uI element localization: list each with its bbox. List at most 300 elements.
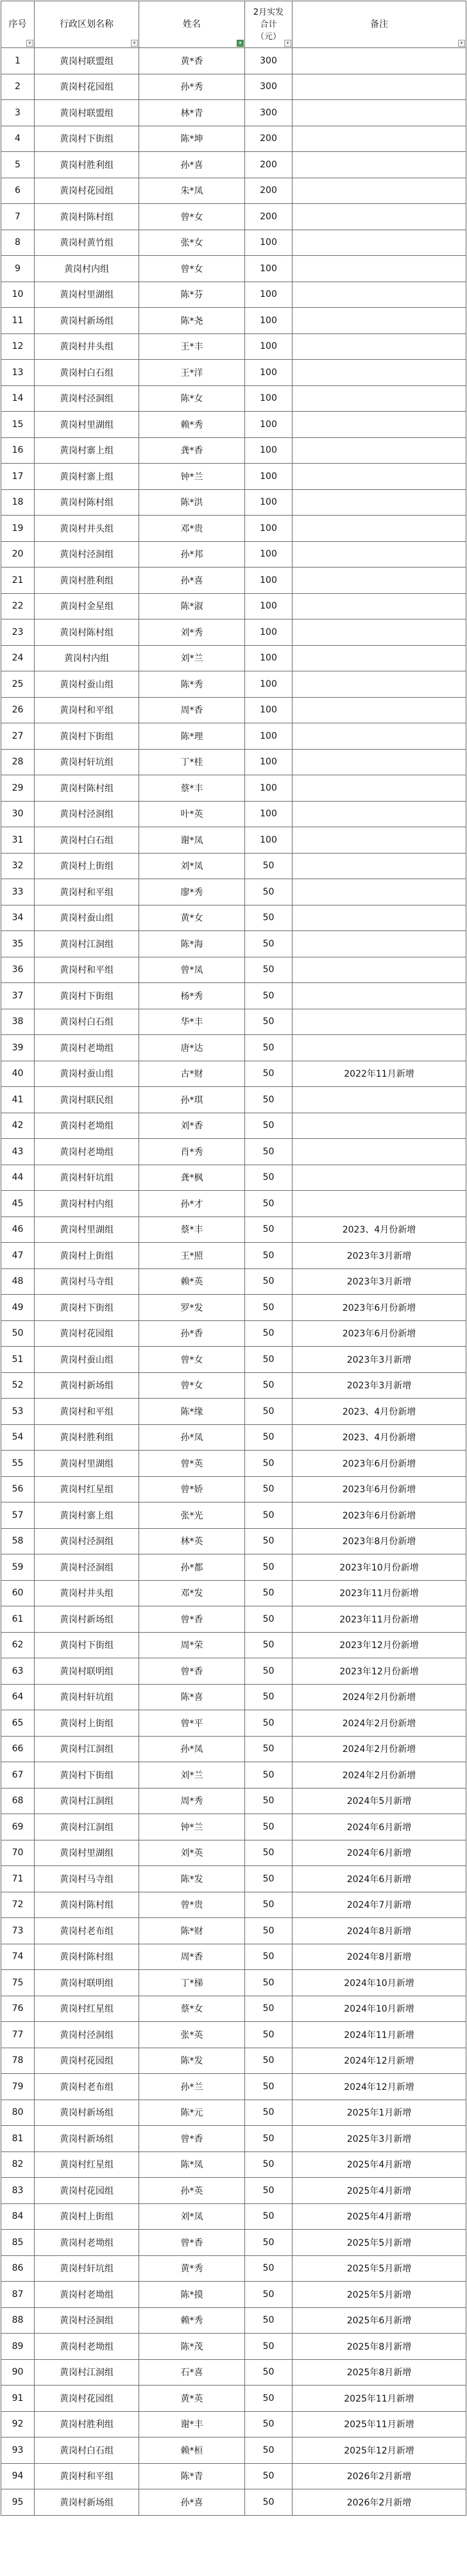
cell-name[interactable]: 孙*都 <box>139 1554 245 1581</box>
cell-name[interactable]: 孙*兰 <box>139 2074 245 2100</box>
cell-index[interactable]: 51 <box>1 1347 35 1373</box>
cell-index[interactable]: 88 <box>1 2307 35 2334</box>
cell-amount[interactable]: 50 <box>245 1944 293 1970</box>
cell-amount[interactable]: 50 <box>245 1710 293 1737</box>
cell-remark[interactable]: 2023年3月新增 <box>293 1347 466 1373</box>
cell-amount[interactable]: 50 <box>245 2359 293 2386</box>
cell-remark[interactable] <box>293 256 466 282</box>
cell-index[interactable]: 6 <box>1 178 35 204</box>
cell-area[interactable]: 黄岗村下街组 <box>35 1295 139 1321</box>
cell-name[interactable]: 孙*英 <box>139 2178 245 2204</box>
cell-remark[interactable]: 2024年6月新增 <box>293 1814 466 1840</box>
cell-index[interactable]: 55 <box>1 1451 35 1477</box>
cell-name[interactable]: 邓*发 <box>139 1580 245 1606</box>
cell-remark[interactable] <box>293 723 466 750</box>
cell-index[interactable]: 73 <box>1 1918 35 1944</box>
cell-index[interactable]: 12 <box>1 333 35 360</box>
cell-name[interactable]: 黄*女 <box>139 905 245 931</box>
cell-area[interactable]: 黄岗村马寺组 <box>35 1866 139 1892</box>
cell-name[interactable]: 廖*秀 <box>139 879 245 905</box>
cell-area[interactable]: 黄岗村蚕山组 <box>35 1347 139 1373</box>
cell-index[interactable]: 47 <box>1 1243 35 1269</box>
cell-name[interactable]: 谢*凤 <box>139 827 245 854</box>
cell-amount[interactable]: 50 <box>245 1113 293 1139</box>
cell-amount[interactable]: 100 <box>245 827 293 854</box>
cell-amount[interactable]: 100 <box>245 437 293 464</box>
cell-index[interactable]: 57 <box>1 1503 35 1529</box>
cell-index[interactable]: 69 <box>1 1814 35 1840</box>
cell-amount[interactable]: 300 <box>245 48 293 74</box>
cell-name[interactable]: 赖*桓 <box>139 2437 245 2464</box>
cell-remark[interactable]: 2024年12月新增 <box>293 2074 466 2100</box>
cell-remark[interactable] <box>293 827 466 854</box>
cell-index[interactable]: 58 <box>1 1528 35 1554</box>
cell-name[interactable]: 周*香 <box>139 1944 245 1970</box>
cell-name[interactable]: 古*财 <box>139 1061 245 1087</box>
cell-name[interactable]: 丁*桂 <box>139 749 245 775</box>
cell-area[interactable]: 黄岗村红星组 <box>35 1476 139 1503</box>
cell-amount[interactable]: 50 <box>245 1372 293 1399</box>
cell-amount[interactable]: 50 <box>245 2126 293 2152</box>
cell-amount[interactable]: 50 <box>245 1061 293 1087</box>
cell-amount[interactable]: 50 <box>245 2255 293 2282</box>
cell-amount[interactable]: 50 <box>245 1580 293 1606</box>
cell-name[interactable]: 刘*凤 <box>139 853 245 879</box>
cell-area[interactable]: 黄岗村上街组 <box>35 1243 139 1269</box>
cell-amount[interactable]: 100 <box>245 230 293 256</box>
cell-name[interactable]: 陈*海 <box>139 931 245 957</box>
cell-index[interactable]: 15 <box>1 412 35 438</box>
cell-name[interactable]: 曾*香 <box>139 2230 245 2256</box>
cell-area[interactable]: 黄岗村下街组 <box>35 723 139 750</box>
cell-name[interactable]: 陈*芬 <box>139 282 245 308</box>
cell-amount[interactable]: 50 <box>245 2151 293 2178</box>
cell-index[interactable]: 23 <box>1 619 35 646</box>
cell-area[interactable]: 黄岗村和平组 <box>35 2463 139 2489</box>
cell-index[interactable]: 75 <box>1 1970 35 1996</box>
cell-name[interactable]: 曾*娇 <box>139 1476 245 1503</box>
cell-index[interactable]: 41 <box>1 1087 35 1113</box>
cell-index[interactable]: 8 <box>1 230 35 256</box>
cell-area[interactable]: 黄岗村泾洞组 <box>35 541 139 568</box>
cell-remark[interactable]: 2023年6月份新增 <box>293 1451 466 1477</box>
cell-name[interactable]: 孙*喜 <box>139 152 245 178</box>
cell-index[interactable]: 22 <box>1 593 35 619</box>
cell-name[interactable]: 钟*兰 <box>139 1814 245 1840</box>
cell-name[interactable]: 叶*英 <box>139 801 245 827</box>
cell-name[interactable]: 黄*秀 <box>139 2255 245 2282</box>
cell-name[interactable]: 陈*喜 <box>139 1684 245 1710</box>
cell-area[interactable]: 黄岗村新场组 <box>35 2126 139 2152</box>
cell-remark[interactable]: 2025年5月新增 <box>293 2230 466 2256</box>
cell-area[interactable]: 黄岗村白石组 <box>35 2437 139 2464</box>
cell-name[interactable]: 曾*香 <box>139 1658 245 1685</box>
cell-name[interactable]: 曾*英 <box>139 1451 245 1477</box>
cell-remark[interactable] <box>293 1165 466 1191</box>
cell-name[interactable]: 龚*枫 <box>139 1165 245 1191</box>
cell-remark[interactable] <box>293 568 466 594</box>
cell-index[interactable]: 40 <box>1 1061 35 1087</box>
cell-area[interactable]: 黄岗村里湖组 <box>35 412 139 438</box>
cell-remark[interactable]: 2023年3月新增 <box>293 1243 466 1269</box>
cell-remark[interactable]: 2025年11月新增 <box>293 2386 466 2412</box>
cell-index[interactable]: 36 <box>1 957 35 983</box>
cell-area[interactable]: 黄岗村花园组 <box>35 2386 139 2412</box>
cell-index[interactable]: 25 <box>1 671 35 698</box>
cell-name[interactable]: 刘*兰 <box>139 1762 245 1789</box>
cell-area[interactable]: 黄岗村新场组 <box>35 1372 139 1399</box>
cell-name[interactable]: 朱*凤 <box>139 178 245 204</box>
cell-remark[interactable] <box>293 671 466 698</box>
cell-index[interactable]: 70 <box>1 1840 35 1866</box>
cell-area[interactable]: 黄岗村老坳组 <box>35 2334 139 2360</box>
cell-index[interactable]: 34 <box>1 905 35 931</box>
cell-amount[interactable]: 50 <box>245 983 293 1009</box>
cell-remark[interactable] <box>293 983 466 1009</box>
cell-area[interactable]: 黄岗村寨上组 <box>35 437 139 464</box>
cell-name[interactable]: 曾*女 <box>139 1347 245 1373</box>
cell-name[interactable]: 曾*贵 <box>139 1892 245 1918</box>
cell-name[interactable]: 王*丰 <box>139 333 245 360</box>
cell-amount[interactable]: 50 <box>245 1216 293 1243</box>
cell-area[interactable]: 黄岗村江洞组 <box>35 1736 139 1762</box>
cell-amount[interactable]: 50 <box>245 1918 293 1944</box>
cell-area[interactable]: 黄岗村马寺组 <box>35 1268 139 1295</box>
cell-area[interactable]: 黄岗村联明组 <box>35 1658 139 1685</box>
cell-amount[interactable]: 200 <box>245 178 293 204</box>
cell-index[interactable]: 78 <box>1 2048 35 2074</box>
cell-area[interactable]: 黄岗村里湖组 <box>35 282 139 308</box>
cell-area[interactable]: 黄岗村上街组 <box>35 853 139 879</box>
cell-amount[interactable]: 100 <box>245 801 293 827</box>
cell-index[interactable]: 90 <box>1 2359 35 2386</box>
cell-amount[interactable]: 100 <box>245 489 293 516</box>
cell-remark[interactable]: 2023年6月份新增 <box>293 1320 466 1347</box>
cell-remark[interactable] <box>293 48 466 74</box>
cell-remark[interactable]: 2025年1月新增 <box>293 2100 466 2126</box>
cell-amount[interactable]: 50 <box>245 1892 293 1918</box>
cell-remark[interactable] <box>293 1113 466 1139</box>
cell-amount[interactable]: 50 <box>245 1295 293 1321</box>
cell-area[interactable]: 黄岗村老坳组 <box>35 1113 139 1139</box>
cell-name[interactable]: 蔡*丰 <box>139 775 245 802</box>
cell-area[interactable]: 黄岗村蚕山组 <box>35 671 139 698</box>
cell-area[interactable]: 黄岗村红星组 <box>35 1996 139 2022</box>
cell-name[interactable]: 周*香 <box>139 697 245 723</box>
cell-remark[interactable] <box>293 879 466 905</box>
cell-remark[interactable]: 2025年12月新增 <box>293 2437 466 2464</box>
cell-remark[interactable]: 2024年5月新增 <box>293 1788 466 1814</box>
cell-index[interactable]: 33 <box>1 879 35 905</box>
cell-area[interactable]: 黄岗村花园组 <box>35 178 139 204</box>
cell-remark[interactable]: 2024年11月新增 <box>293 2022 466 2048</box>
cell-remark[interactable] <box>293 308 466 334</box>
cell-area[interactable]: 黄岗村泾洞组 <box>35 1528 139 1554</box>
cell-index[interactable]: 43 <box>1 1139 35 1165</box>
cell-area[interactable]: 黄岗村泾洞组 <box>35 1554 139 1581</box>
filter-active-icon[interactable]: ▾ <box>237 40 244 47</box>
cell-name[interactable]: 孙*香 <box>139 1320 245 1347</box>
cell-remark[interactable]: 2022年11月新增 <box>293 1061 466 1087</box>
header-index[interactable] <box>1 1 35 48</box>
cell-name[interactable]: 孙*邦 <box>139 541 245 568</box>
cell-name[interactable]: 陈*理 <box>139 723 245 750</box>
cell-area[interactable]: 黄岗村老坳组 <box>35 2282 139 2308</box>
cell-amount[interactable]: 100 <box>245 723 293 750</box>
cell-name[interactable]: 曾*女 <box>139 256 245 282</box>
cell-area[interactable]: 黄岗村上街组 <box>35 2203 139 2230</box>
cell-index[interactable]: 79 <box>1 2074 35 2100</box>
cell-amount[interactable]: 200 <box>245 204 293 230</box>
cell-area[interactable]: 黄岗村下街组 <box>35 1632 139 1658</box>
cell-name[interactable]: 林*英 <box>139 1528 245 1554</box>
cell-remark[interactable] <box>293 1191 466 1217</box>
cell-name[interactable]: 刘*香 <box>139 1113 245 1139</box>
cell-remark[interactable]: 2025年3月新增 <box>293 2126 466 2152</box>
cell-amount[interactable]: 50 <box>245 2178 293 2204</box>
cell-name[interactable]: 陈*洪 <box>139 489 245 516</box>
cell-index[interactable]: 31 <box>1 827 35 854</box>
cell-name[interactable]: 邓*贵 <box>139 516 245 542</box>
cell-area[interactable]: 黄岗村井头组 <box>35 1580 139 1606</box>
cell-area[interactable]: 黄岗村和平组 <box>35 697 139 723</box>
cell-index[interactable]: 14 <box>1 385 35 412</box>
cell-remark[interactable]: 2024年8月新增 <box>293 1918 466 1944</box>
cell-amount[interactable]: 50 <box>245 1191 293 1217</box>
cell-amount[interactable]: 50 <box>245 2463 293 2489</box>
cell-index[interactable]: 1 <box>1 48 35 74</box>
cell-area[interactable]: 黄岗村老布组 <box>35 2074 139 2100</box>
cell-remark[interactable]: 2025年4月新增 <box>293 2151 466 2178</box>
cell-index[interactable]: 80 <box>1 2100 35 2126</box>
cell-name[interactable]: 孙*才 <box>139 1191 245 1217</box>
cell-remark[interactable]: 2025年8月新增 <box>293 2334 466 2360</box>
cell-index[interactable]: 93 <box>1 2437 35 2464</box>
cell-name[interactable]: 丁*梯 <box>139 1970 245 1996</box>
cell-index[interactable]: 95 <box>1 2489 35 2516</box>
cell-remark[interactable] <box>293 464 466 490</box>
cell-amount[interactable]: 100 <box>245 541 293 568</box>
cell-name[interactable]: 孙*秀 <box>139 74 245 100</box>
cell-amount[interactable]: 50 <box>245 1996 293 2022</box>
cell-remark[interactable]: 2025年5月新增 <box>293 2255 466 2282</box>
cell-index[interactable]: 21 <box>1 568 35 594</box>
cell-index[interactable]: 91 <box>1 2386 35 2412</box>
cell-name[interactable]: 刘*秀 <box>139 619 245 646</box>
header-remark[interactable] <box>293 1 466 48</box>
cell-remark[interactable] <box>293 100 466 126</box>
cell-index[interactable]: 67 <box>1 1762 35 1789</box>
cell-area[interactable]: 黄岗村联民组 <box>35 1087 139 1113</box>
cell-amount[interactable]: 50 <box>245 2203 293 2230</box>
cell-amount[interactable]: 200 <box>245 152 293 178</box>
cell-area[interactable]: 黄岗村白石组 <box>35 827 139 854</box>
cell-area[interactable]: 黄岗村花园组 <box>35 2178 139 2204</box>
cell-name[interactable]: 孙*喜 <box>139 568 245 594</box>
cell-area[interactable]: 黄岗村内组 <box>35 645 139 671</box>
cell-index[interactable]: 56 <box>1 1476 35 1503</box>
cell-index[interactable]: 83 <box>1 2178 35 2204</box>
cell-amount[interactable]: 100 <box>245 671 293 698</box>
cell-area[interactable]: 黄岗村陈村组 <box>35 1892 139 1918</box>
cell-area[interactable]: 黄岗村寨上组 <box>35 464 139 490</box>
cell-remark[interactable]: 2023年11月份新增 <box>293 1606 466 1633</box>
cell-index[interactable]: 11 <box>1 308 35 334</box>
cell-area[interactable]: 黄岗村陈村组 <box>35 1944 139 1970</box>
cell-index[interactable]: 87 <box>1 2282 35 2308</box>
cell-area[interactable]: 黄岗村上街组 <box>35 1710 139 1737</box>
cell-name[interactable]: 张*英 <box>139 2022 245 2048</box>
cell-amount[interactable]: 50 <box>245 2307 293 2334</box>
cell-remark[interactable] <box>293 541 466 568</box>
cell-amount[interactable]: 50 <box>245 1424 293 1451</box>
cell-name[interactable]: 华*丰 <box>139 1009 245 1035</box>
cell-index[interactable]: 59 <box>1 1554 35 1581</box>
cell-amount[interactable]: 50 <box>245 2282 293 2308</box>
cell-name[interactable]: 钟*兰 <box>139 464 245 490</box>
cell-amount[interactable]: 50 <box>245 1451 293 1477</box>
cell-index[interactable]: 18 <box>1 489 35 516</box>
cell-area[interactable]: 黄岗村胜利组 <box>35 152 139 178</box>
cell-area[interactable]: 黄岗村陈村组 <box>35 775 139 802</box>
cell-area[interactable]: 黄岗村胜利组 <box>35 2411 139 2437</box>
cell-name[interactable]: 刘*兰 <box>139 645 245 671</box>
cell-amount[interactable]: 50 <box>245 1606 293 1633</box>
cell-amount[interactable]: 50 <box>245 1009 293 1035</box>
cell-remark[interactable]: 2023、4月份新增 <box>293 1399 466 1425</box>
cell-amount[interactable]: 50 <box>245 1243 293 1269</box>
cell-amount[interactable]: 50 <box>245 879 293 905</box>
cell-area[interactable]: 黄岗村联明组 <box>35 1970 139 1996</box>
cell-remark[interactable] <box>293 516 466 542</box>
cell-index[interactable]: 45 <box>1 1191 35 1217</box>
cell-remark[interactable]: 2025年4月新增 <box>293 2178 466 2204</box>
cell-area[interactable]: 黄岗村新场组 <box>35 2489 139 2516</box>
cell-index[interactable]: 38 <box>1 1009 35 1035</box>
cell-name[interactable]: 肖*秀 <box>139 1139 245 1165</box>
cell-remark[interactable]: 2025年8月新增 <box>293 2359 466 2386</box>
cell-index[interactable]: 50 <box>1 1320 35 1347</box>
cell-area[interactable]: 黄岗村里湖组 <box>35 1451 139 1477</box>
cell-index[interactable]: 44 <box>1 1165 35 1191</box>
cell-index[interactable]: 17 <box>1 464 35 490</box>
cell-amount[interactable]: 50 <box>245 1528 293 1554</box>
cell-name[interactable]: 刘*凤 <box>139 2203 245 2230</box>
cell-index[interactable]: 16 <box>1 437 35 464</box>
cell-amount[interactable]: 100 <box>245 568 293 594</box>
cell-remark[interactable]: 2023年3月新增 <box>293 1268 466 1295</box>
cell-remark[interactable]: 2024年2月份新增 <box>293 1736 466 1762</box>
cell-amount[interactable]: 50 <box>245 931 293 957</box>
cell-name[interactable]: 孙*凤 <box>139 1736 245 1762</box>
cell-amount[interactable]: 50 <box>245 1268 293 1295</box>
cell-remark[interactable] <box>293 931 466 957</box>
cell-index[interactable]: 77 <box>1 2022 35 2048</box>
cell-amount[interactable]: 50 <box>245 2100 293 2126</box>
cell-index[interactable]: 86 <box>1 2255 35 2282</box>
cell-remark[interactable] <box>293 230 466 256</box>
cell-name[interactable]: 龚*香 <box>139 437 245 464</box>
cell-index[interactable]: 92 <box>1 2411 35 2437</box>
cell-name[interactable]: 石*喜 <box>139 2359 245 2386</box>
cell-area[interactable]: 黄岗村新场组 <box>35 2100 139 2126</box>
cell-index[interactable]: 42 <box>1 1113 35 1139</box>
cell-amount[interactable]: 50 <box>245 2386 293 2412</box>
cell-name[interactable]: 陈*发 <box>139 1866 245 1892</box>
cell-name[interactable]: 曾*女 <box>139 204 245 230</box>
cell-index[interactable]: 65 <box>1 1710 35 1737</box>
cell-amount[interactable]: 300 <box>245 74 293 100</box>
cell-index[interactable]: 35 <box>1 931 35 957</box>
cell-amount[interactable]: 50 <box>245 1788 293 1814</box>
cell-index[interactable]: 54 <box>1 1424 35 1451</box>
cell-area[interactable]: 黄岗村白石组 <box>35 360 139 386</box>
cell-amount[interactable]: 50 <box>245 2411 293 2437</box>
cell-index[interactable]: 46 <box>1 1216 35 1243</box>
cell-name[interactable]: 赖*英 <box>139 1268 245 1295</box>
cell-area[interactable]: 黄岗村联盟组 <box>35 100 139 126</box>
cell-amount[interactable]: 50 <box>245 1165 293 1191</box>
cell-name[interactable]: 曾*女 <box>139 1372 245 1399</box>
cell-amount[interactable]: 50 <box>245 1476 293 1503</box>
header-amount[interactable] <box>245 1 293 48</box>
cell-index[interactable]: 48 <box>1 1268 35 1295</box>
cell-name[interactable]: 孙*喜 <box>139 2489 245 2516</box>
cell-area[interactable]: 黄岗村轩坑组 <box>35 1165 139 1191</box>
cell-remark[interactable] <box>293 905 466 931</box>
cell-name[interactable]: 陈*坤 <box>139 126 245 152</box>
cell-name[interactable]: 张*女 <box>139 230 245 256</box>
cell-remark[interactable]: 2024年2月份新增 <box>293 1684 466 1710</box>
cell-name[interactable]: 陈*凤 <box>139 2151 245 2178</box>
cell-area[interactable]: 黄岗村老布组 <box>35 1918 139 1944</box>
cell-remark[interactable] <box>293 178 466 204</box>
cell-area[interactable]: 黄岗村里湖组 <box>35 1840 139 1866</box>
cell-amount[interactable]: 100 <box>245 619 293 646</box>
cell-name[interactable]: 曾*香 <box>139 1606 245 1633</box>
cell-name[interactable]: 周*秀 <box>139 1788 245 1814</box>
cell-area[interactable]: 黄岗村井头组 <box>35 516 139 542</box>
cell-amount[interactable]: 50 <box>245 1736 293 1762</box>
cell-amount[interactable]: 50 <box>245 2334 293 2360</box>
cell-remark[interactable] <box>293 1139 466 1165</box>
cell-name[interactable]: 赖*秀 <box>139 412 245 438</box>
cell-amount[interactable]: 50 <box>245 1840 293 1866</box>
cell-amount[interactable]: 50 <box>245 1087 293 1113</box>
cell-amount[interactable]: 50 <box>245 853 293 879</box>
cell-amount[interactable]: 50 <box>245 905 293 931</box>
cell-index[interactable]: 3 <box>1 100 35 126</box>
cell-index[interactable]: 4 <box>1 126 35 152</box>
cell-area[interactable]: 黄岗村内组 <box>35 256 139 282</box>
cell-area[interactable]: 黄岗村泾洞组 <box>35 801 139 827</box>
cell-name[interactable]: 曾*平 <box>139 1710 245 1737</box>
cell-name[interactable]: 王*照 <box>139 1243 245 1269</box>
cell-remark[interactable]: 2023年11月份新增 <box>293 1580 466 1606</box>
cell-amount[interactable]: 100 <box>245 464 293 490</box>
cell-remark[interactable] <box>293 593 466 619</box>
cell-index[interactable]: 74 <box>1 1944 35 1970</box>
cell-name[interactable]: 陈*青 <box>139 2463 245 2489</box>
cell-name[interactable]: 张*光 <box>139 1503 245 1529</box>
cell-name[interactable]: 赖*秀 <box>139 2307 245 2334</box>
cell-name[interactable]: 杨*秀 <box>139 983 245 1009</box>
cell-remark[interactable]: 2025年11月新增 <box>293 2411 466 2437</box>
cell-name[interactable]: 陈*摸 <box>139 2282 245 2308</box>
cell-index[interactable]: 72 <box>1 1892 35 1918</box>
cell-amount[interactable]: 100 <box>245 360 293 386</box>
cell-index[interactable]: 20 <box>1 541 35 568</box>
